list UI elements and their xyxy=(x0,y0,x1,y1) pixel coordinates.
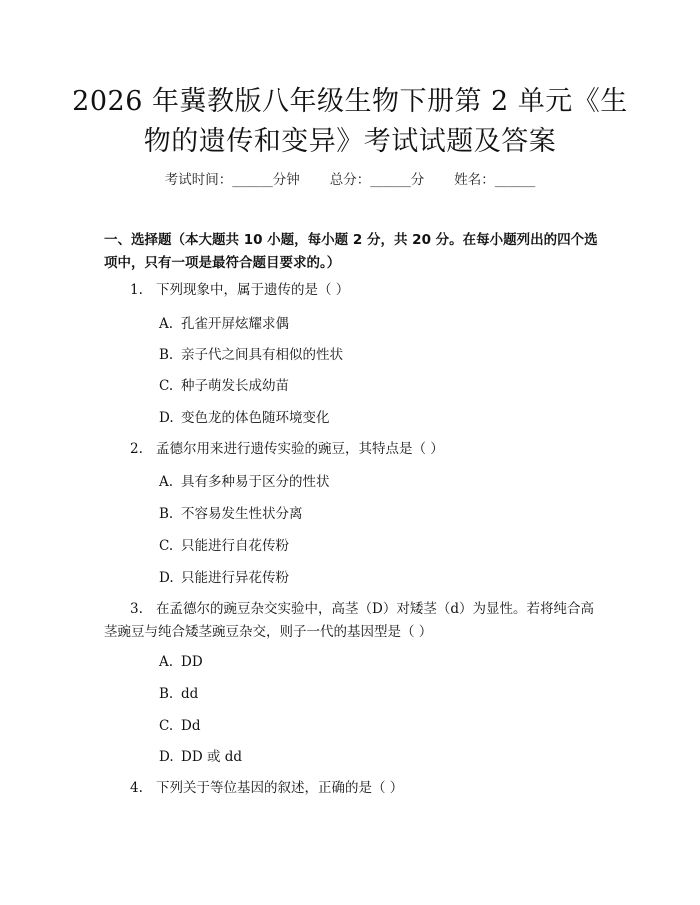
q2-option-b xyxy=(159,504,303,524)
option-text: 亲子代之间具有相似的性状 xyxy=(181,347,343,363)
question-text: 下列现象中，属于遗传的是（ ） xyxy=(156,282,350,298)
option-text: 只能进行异花传粉 xyxy=(181,570,289,586)
q2-option-a xyxy=(159,472,330,492)
option-letter: C. xyxy=(159,718,174,734)
q3-option-c xyxy=(159,716,200,736)
option-letter: C. xyxy=(159,538,174,554)
q1-option-d xyxy=(159,408,330,428)
question-number: 4. xyxy=(130,780,143,796)
option-text: 只能进行自花传粉 xyxy=(181,538,289,554)
q1-option-a xyxy=(159,314,289,334)
option-text: 具有多种易于区分的性状 xyxy=(181,474,330,490)
q2-option-c xyxy=(159,536,289,556)
q1-option-c xyxy=(159,376,289,396)
q1-option-b xyxy=(159,345,343,365)
section-heading-line1: 一、选择题（本大题共 10 小题，每小题 2 分，共 20 分。在每小题列出的四个选 xyxy=(104,232,598,248)
option-letter: B. xyxy=(159,347,174,363)
page-title-line2: 物的遗传和变异》考试试题及答案 xyxy=(143,126,557,157)
page-title-line1: 2026 年冀教版八年级生物下册第 2 单元《生 xyxy=(72,86,628,117)
section-heading xyxy=(104,229,604,275)
option-text: dd xyxy=(181,686,199,702)
name-label: 姓名：______ xyxy=(454,172,536,188)
option-text: DD xyxy=(181,654,203,670)
option-letter: D. xyxy=(159,749,174,765)
q3-option-b xyxy=(159,684,198,704)
question-text-line1: 在孟德尔的豌豆杂交实验中，高茎（D）对矮茎（d）为显性。若将纯合高 xyxy=(156,601,594,617)
question-number: 2. xyxy=(130,441,143,457)
exam-meta xyxy=(0,168,700,188)
option-letter: D. xyxy=(159,410,174,426)
option-letter: B. xyxy=(159,506,174,522)
option-letter: D. xyxy=(159,570,174,586)
question-text: 下列关于等位基因的叙述，正确的是（ ） xyxy=(156,780,404,796)
question-2 xyxy=(130,438,444,461)
question-3 xyxy=(104,598,604,644)
section-heading-line2: 项中，只有一项是最符合题目要求的。） xyxy=(104,255,341,271)
question-number: 3. xyxy=(130,601,143,617)
option-text: Dd xyxy=(181,718,201,734)
option-letter: A. xyxy=(159,474,174,490)
option-text: DD 或 dd xyxy=(181,749,243,765)
question-text-line2: 茎豌豆与纯合矮茎豌豆杂交，则子一代的基因型是（ ） xyxy=(104,624,433,640)
question-number: 1. xyxy=(130,282,143,298)
q3-option-d xyxy=(159,747,242,767)
option-letter: A. xyxy=(159,654,174,670)
question-4 xyxy=(130,777,403,800)
question-1 xyxy=(130,279,349,302)
option-letter: C. xyxy=(159,378,174,394)
option-text: 变色龙的体色随环境变化 xyxy=(181,410,330,426)
exam-time-label: 考试时间：______分钟 xyxy=(164,172,300,188)
q3-option-a xyxy=(159,652,203,672)
total-score-label: 总分：______分 xyxy=(329,172,425,188)
option-text: 孔雀开屏炫耀求偶 xyxy=(181,316,289,332)
question-text: 孟德尔用来进行遗传实验的豌豆，其特点是（ ） xyxy=(156,441,444,457)
option-letter: B. xyxy=(159,686,174,702)
option-text: 不容易发生性状分离 xyxy=(181,506,303,522)
q2-option-d xyxy=(159,568,289,588)
option-letter: A. xyxy=(159,316,174,332)
option-text: 种子萌发长成幼苗 xyxy=(181,378,289,394)
